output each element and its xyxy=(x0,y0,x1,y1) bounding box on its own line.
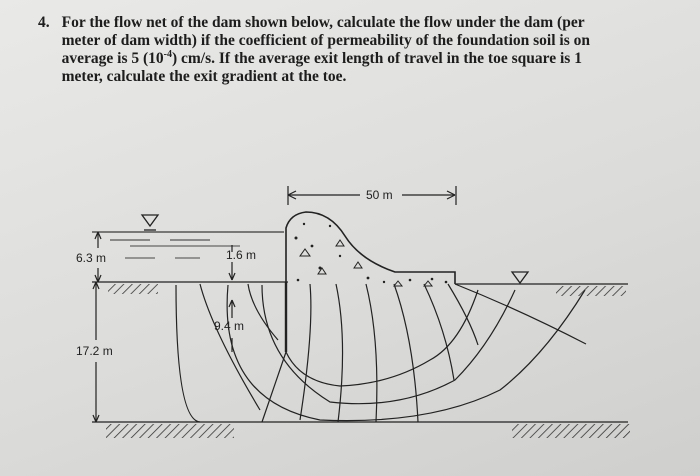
question-number: 4. xyxy=(38,14,50,31)
flow-line-4 xyxy=(176,285,200,422)
dam-body xyxy=(286,212,455,284)
flow-line-3 xyxy=(227,285,585,421)
downstream-water-symbol xyxy=(512,272,528,283)
question-line-2: meter of dam width) if the coefficient of permeability of the foundation soil is on xyxy=(61,32,591,49)
exponent: -4 xyxy=(163,48,172,60)
question-line-1: For the flow net of the dam shown below, calculate the flow under the dam (per xyxy=(61,14,585,31)
label-50m: 50 m xyxy=(366,188,393,202)
equipotential-2 xyxy=(248,284,278,340)
label-6-3m: 6.3 m xyxy=(76,251,107,265)
flow-line-1 xyxy=(286,290,478,386)
label-17-2m: 17.2 m xyxy=(76,344,113,358)
label-9-4m: 9.4 m xyxy=(214,319,245,333)
equipotential-5 xyxy=(336,284,343,422)
dam-aggregate-triangles xyxy=(300,240,432,286)
equipotential-7 xyxy=(394,284,418,422)
question-line-3: average is 5 $(10^{-4})$ cm/s. If the average exit length of travel in the toe square is 1 xyxy=(61,48,582,67)
equipotential-4 xyxy=(300,284,311,420)
label-1-6m: 1.6 m xyxy=(226,248,257,262)
equipotential-6 xyxy=(366,284,377,422)
upstream-water-symbol xyxy=(142,215,158,226)
equipotential-1 xyxy=(200,284,260,410)
question-line-4: meter, calculate the exit gradient at the toe. xyxy=(61,68,347,85)
equipotential-3 xyxy=(262,352,286,422)
soil-hatching xyxy=(106,284,630,438)
equipotential-8 xyxy=(424,284,454,380)
equipotential-9 xyxy=(448,284,478,345)
flow-line-2 xyxy=(262,285,515,404)
